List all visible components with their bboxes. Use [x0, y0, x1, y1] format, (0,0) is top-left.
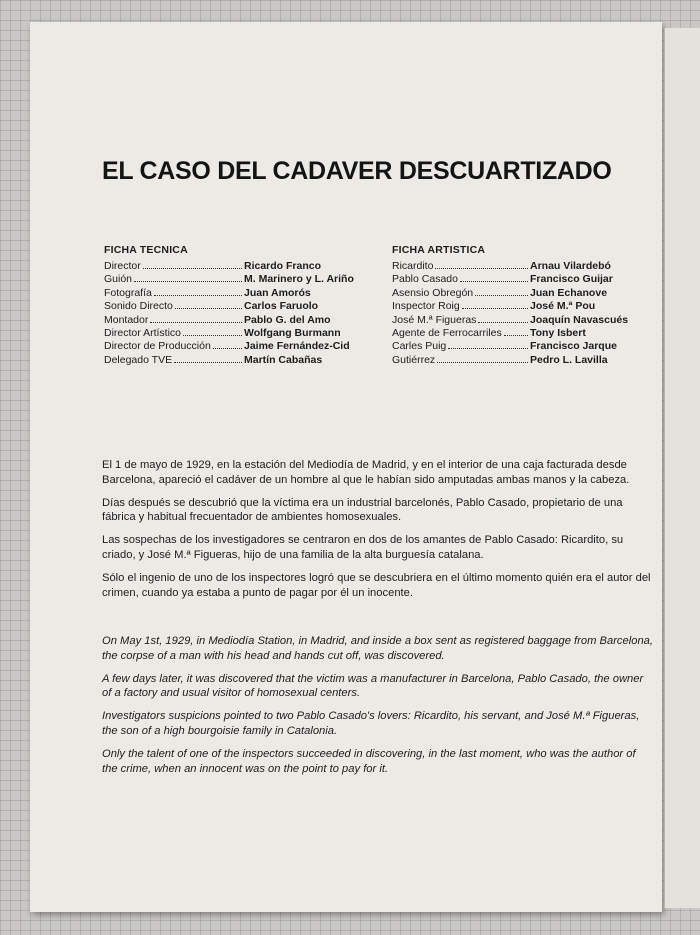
cast-name: Arnau Vilardebó	[530, 260, 611, 272]
dot-leader	[448, 340, 528, 349]
synopsis-paragraph-en: Only the talent of one of the inspectors succeeded in discovering, in the last moment, who was the author of the crime, when an innocent was on the point to pay for it.	[102, 747, 636, 775]
dot-leader	[154, 287, 242, 296]
dot-leader	[134, 273, 242, 282]
cast-name: Francisco Guijar	[530, 273, 613, 286]
cast-name: Francisco Jarque	[530, 340, 617, 353]
dot-leader	[213, 340, 242, 349]
synopsis-paragraph-en: Investigators suspicions pointed to two Pablo Casado's lovers: Ricardito, his servant, and José M.ª Figueras, the son of a high bourgoisie family in Catalonia.	[102, 710, 640, 737]
synopsis-paragraph-en: A few days later, it was discovered that the victim was a manufacturer in Barcelona, Pablo Casado, the owner of a factory and usual visitor of homosexual centers.	[102, 672, 644, 700]
cast-role: Asensio Obregón	[392, 286, 474, 299]
crew-name: Jaime Fernández-Cid	[244, 340, 350, 353]
crew-row	[104, 354, 369, 367]
synopsis-paragraph-es: El 1 de mayo de 1929, en la estación del Mediodía de Madrid, y en el interior de una caja facturada desde Barcelona, apareció el cadáver de un hombre al que le habían sido amputadas ambas manos y la cabeza.	[102, 459, 630, 486]
page-title: EL CASO DEL CADAVER DESCUARTIZADO	[102, 156, 612, 185]
dot-leader	[150, 314, 242, 323]
synopsis-paragraph-es: Las sospechas de los investigadores se centraron en dos de los amantes de Pablo Casado: Ricardito, su criado, y José M.ª Figueras, hijo de una familia de la alta burguesía catalana.	[102, 534, 624, 561]
cast-row	[392, 327, 642, 340]
dot-leader	[504, 327, 528, 336]
brochure-page	[30, 22, 662, 912]
crew-role: Director de Producción	[104, 340, 211, 353]
crew-row	[104, 340, 369, 353]
crew-name: Juan Amorós	[244, 286, 311, 299]
cast-row	[392, 273, 642, 286]
crew-row	[104, 287, 369, 300]
crew-row	[104, 273, 369, 286]
crew-name: Pablo G. del Amo	[244, 313, 331, 326]
crew-role: Director Artístico	[104, 326, 182, 339]
crew-name: M. Marinero y L. Ariño	[244, 273, 354, 286]
dot-leader	[174, 354, 242, 363]
adjacent-page-edge	[664, 28, 700, 908]
crew-name: Ricardo Franco	[244, 260, 322, 272]
crew-name: Wolfgang Burmann	[244, 326, 341, 339]
cast-role: Pablo Casado	[392, 273, 458, 286]
cast-role: Ricardito	[392, 260, 434, 272]
crew-row	[104, 327, 369, 340]
synopsis-paragraph-es: Días después se descubrió que la víctima era un industrial barcelonés, Pablo Casado, propietario de una fábrica y habitual frecuentador de ambientes homosexuales.	[102, 496, 623, 524]
cast-role: Agente de Ferrocarriles	[392, 326, 502, 339]
dot-leader	[462, 300, 528, 309]
cast-row	[392, 340, 642, 353]
cast-name: Pedro L. Lavilla	[530, 353, 608, 366]
crew-row	[104, 314, 369, 327]
cast-row	[392, 287, 642, 300]
synopsis-paragraph-en: On May 1st, 1929, in Mediodía Station, in Madrid, and inside a box sent as registered baggage from Barcelona, the corpse of a man with his head and hands cut off, was discovered.	[102, 635, 653, 662]
synopsis-spanish	[102, 458, 654, 608]
dot-leader	[183, 327, 242, 336]
dot-leader	[175, 300, 242, 309]
ficha-tecnica	[104, 244, 369, 367]
ficha-tecnica-list	[104, 260, 369, 367]
crew-role: Sonido Directo	[104, 300, 173, 313]
cast-role: Inspector Roig	[392, 300, 460, 313]
crew-role: Montador	[104, 313, 149, 326]
cast-name: Joaquín Navascués	[530, 313, 629, 326]
crew-role: Director	[104, 260, 141, 272]
ficha-artistica-list	[392, 260, 642, 367]
crew-role: Fotografía	[104, 286, 152, 299]
crew-name: Martín Cabañas	[244, 353, 323, 366]
dot-leader	[435, 260, 528, 269]
cast-row	[392, 314, 642, 327]
cast-name: Tony Isbert	[530, 326, 586, 339]
cast-name: José M.ª Pou	[530, 300, 596, 313]
synopsis-paragraph-es: Sólo el ingenio de uno de los inspectores logró que se descubriera en el último momento quién era el autor del crimen, cuando ya estaba a punto de pagar por él un inocente.	[102, 571, 651, 599]
cast-row	[392, 354, 642, 367]
dot-leader	[460, 273, 528, 282]
cast-row	[392, 260, 642, 273]
synopsis-english	[102, 634, 654, 784]
cast-row	[392, 300, 642, 313]
dot-leader	[143, 260, 242, 269]
crew-role: Delegado TVE	[104, 353, 173, 366]
cast-role: Gutiérrez	[392, 353, 436, 366]
dot-leader	[475, 287, 528, 296]
crew-name: Carlos Faruolo	[244, 300, 319, 313]
cast-role: Carles Puig	[392, 340, 447, 353]
cast-role: José M.ª Figueras	[392, 313, 477, 326]
crew-row	[104, 260, 369, 273]
ficha-tecnica-heading: FICHA TECNICA	[104, 244, 188, 256]
crew-row	[104, 300, 369, 313]
cast-name: Juan Echanove	[530, 286, 608, 299]
crew-role: Guión	[104, 273, 133, 286]
dot-leader	[478, 314, 528, 323]
ficha-artistica	[392, 244, 642, 367]
dot-leader	[437, 354, 528, 363]
ficha-artistica-heading: FICHA ARTISTICA	[392, 244, 486, 256]
